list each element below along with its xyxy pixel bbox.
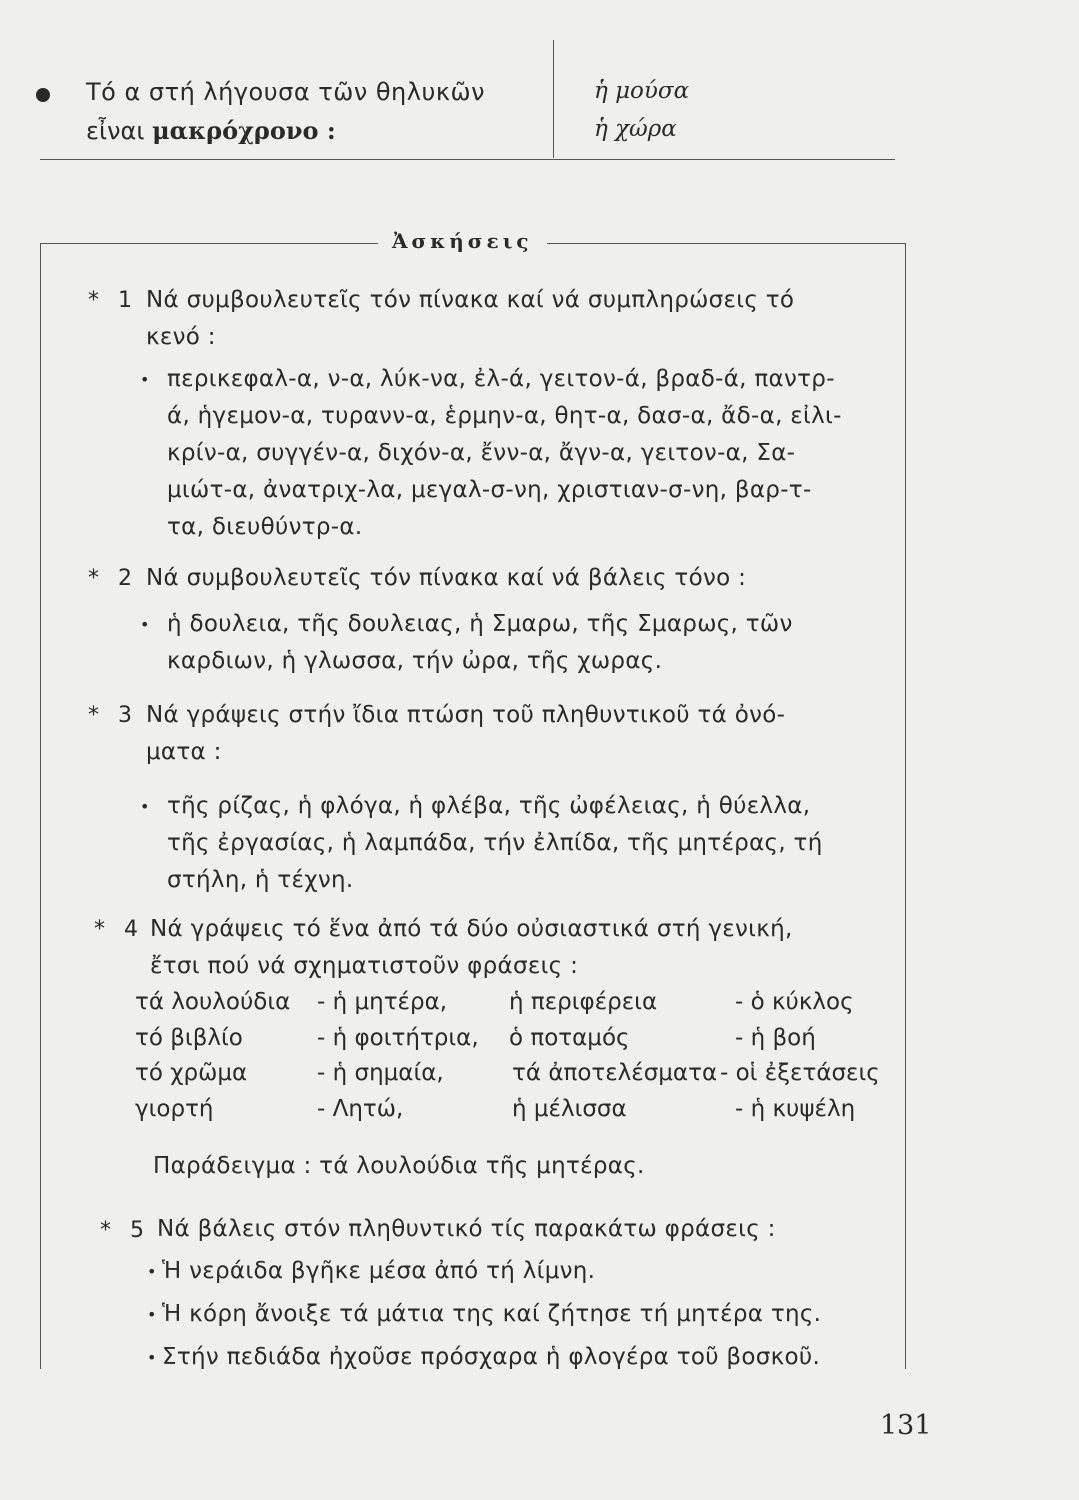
table-cell: - ἡ σημαία, xyxy=(317,1060,444,1086)
exercise-4-number: 4 xyxy=(124,917,138,942)
exercise-1-content-5: τα, διευθύντρ-α. xyxy=(167,514,363,540)
rule-line-2-prefix: εἶναι xyxy=(86,117,153,145)
exercise-5-bullet-2: • xyxy=(147,1305,157,1324)
rule-example-1: ἡ μούσα xyxy=(594,78,690,104)
section-title: Ἀσκήσεις xyxy=(378,229,547,253)
exercise-5-bullet-3: • xyxy=(147,1348,157,1367)
exercise-5-content-1: Ἡ νεράιδα βγῆκε μέσα ἀπό τή λίμνη. xyxy=(162,1258,596,1284)
exercise-5-number: 5 xyxy=(130,1218,144,1243)
exercise-4-example: Παράδειγμα : τά λουλούδια τῆς μητέρας. xyxy=(153,1153,645,1179)
exercise-3-number: 3 xyxy=(118,703,132,728)
exercise-5-content-3: Στήν πεδιάδα ἠχοῦσε πρόσχαρα ἡ φλογέρα τοῦ βοσκοῦ. xyxy=(162,1344,821,1370)
exercise-2-content-2: καρδιων, ἡ γλωσσα, τήν ὠρα, τῆς χωρας. xyxy=(167,648,663,674)
exercise-1-number: 1 xyxy=(118,288,132,313)
rule-line-1: Τό α στή λήγουσα τῶν θηλυκῶν xyxy=(86,78,485,106)
table-cell: - ἡ βοή xyxy=(735,1025,816,1051)
table-cell: ὁ ποταμός xyxy=(509,1025,630,1051)
exercise-5-instruction-1: Νά βάλεις στόν πληθυντικό τίς παρακάτω φράσεις : xyxy=(157,1216,776,1242)
table-cell: τό βιβλίο xyxy=(135,1025,243,1051)
rule-line-2 xyxy=(86,116,336,145)
table-cell: - ἡ φοιτήτρια, xyxy=(317,1025,479,1051)
exercise-1-instruction-1: Νά συμβουλευτεῖς τόν πίνακα καί νά συμπληρώσεις τό xyxy=(146,287,795,313)
exercise-1-content-2: ά, ἡγεμον-α, τυρανν‑α, ἑρμην-α, θητ-α, δασ-α, ἄδ-α, εἰλι- xyxy=(167,403,842,429)
exercise-4-instruction-2: ἔτσι πού νά σχηματιστοῦν φράσεις : xyxy=(150,953,579,979)
table-cell: τά λουλούδια xyxy=(135,989,291,1015)
exercise-3-instruction-1: Νά γράψεις στήν ἴδια πτώση τοῦ πληθυντικοῦ τά ὀνό- xyxy=(146,702,786,728)
exercise-3-content-3: στήλη, ἡ τέχνη. xyxy=(167,867,354,893)
exercise-1-instruction-2: κενό : xyxy=(146,324,216,350)
table-cell: ἡ μέλισσα xyxy=(512,1096,627,1122)
exercise-2-number: 2 xyxy=(118,566,132,591)
table-cell: - οἱ ἐξετάσεις xyxy=(720,1060,880,1086)
rule-divider-horizontal xyxy=(40,159,895,160)
exercise-1-bullet: • xyxy=(140,370,150,389)
rule-divider-vertical xyxy=(553,40,554,158)
table-cell: ἡ περιφέρεια xyxy=(509,989,658,1015)
exercise-2-instruction-1: Νά συμβουλευτεῖς τόν πίνακα καί νά βάλεις τόνο : xyxy=(146,565,747,591)
table-cell: - ἡ μητέρα, xyxy=(317,989,448,1015)
exercise-1-content-3: κρίν-α, συγγέν-α, διχόν-α, ἔνν-α, ἄγν-α, γειτον-α, Σα- xyxy=(167,440,796,466)
exercise-3-bullet: • xyxy=(140,797,150,816)
rule-line-2-bold: μακρόχρονο : xyxy=(152,116,336,145)
table-cell: - Λητώ, xyxy=(317,1096,404,1122)
rule-bullet-icon xyxy=(36,88,50,102)
exercise-1-content-1: περικεφαλ-α, ν-α, λύκ-να, ἐλ-ά, γειτον-ά, βραδ-ά, παντρ- xyxy=(167,366,835,392)
table-cell: γιορτή xyxy=(135,1096,214,1122)
exercise-2-star: * xyxy=(88,566,99,591)
page-number: 131 xyxy=(880,1410,932,1441)
table-cell: τό χρῶμα xyxy=(135,1060,248,1086)
exercise-5-bullet-1: • xyxy=(147,1262,157,1281)
table-cell: - ὁ κύκλος xyxy=(735,989,854,1015)
exercise-3-instruction-2: ματα : xyxy=(146,739,222,765)
exercise-5-content-2: Ἡ κόρη ἄνοιξε τά μάτια της καί ζήτησε τή μητέρα της. xyxy=(162,1301,822,1327)
table-cell: - ἡ κυψέλη xyxy=(735,1096,856,1122)
exercise-1-star: * xyxy=(88,288,99,313)
exercise-4-star: * xyxy=(94,917,105,942)
table-cell: τά ἀποτελέσματα xyxy=(512,1060,718,1086)
exercise-4-instruction-1: Νά γράψεις τό ἕνα ἀπό τά δύο οὐσιαστικά στή γενική, xyxy=(150,916,793,942)
exercise-3-content-1: τῆς ρίζας, ἡ φλόγα, ἡ φλέβα, τῆς ὠφέλειας, ἡ θύελλα, xyxy=(167,793,811,819)
exercise-5-star: * xyxy=(100,1218,111,1243)
exercise-3-content-2: τῆς ἐργασίας, ἡ λαμπάδα, τήν ἐλπίδα, τῆς μητέρας, τή xyxy=(167,830,823,856)
exercise-1-content-4: μιώτ-α, ἀνατριχ-λα, μεγαλ-σ-νη, χριστιαν-σ-νη, βαρ-τ- xyxy=(167,477,812,503)
exercise-2-content-1: ἡ δουλεια, τῆς δουλειας, ἡ Σμαρω, τῆς Σμαρως, τῶν xyxy=(167,611,793,637)
rule-example-2: ἡ χώρα xyxy=(594,116,677,142)
exercise-3-star: * xyxy=(88,703,99,728)
exercise-2-bullet: • xyxy=(140,615,150,634)
